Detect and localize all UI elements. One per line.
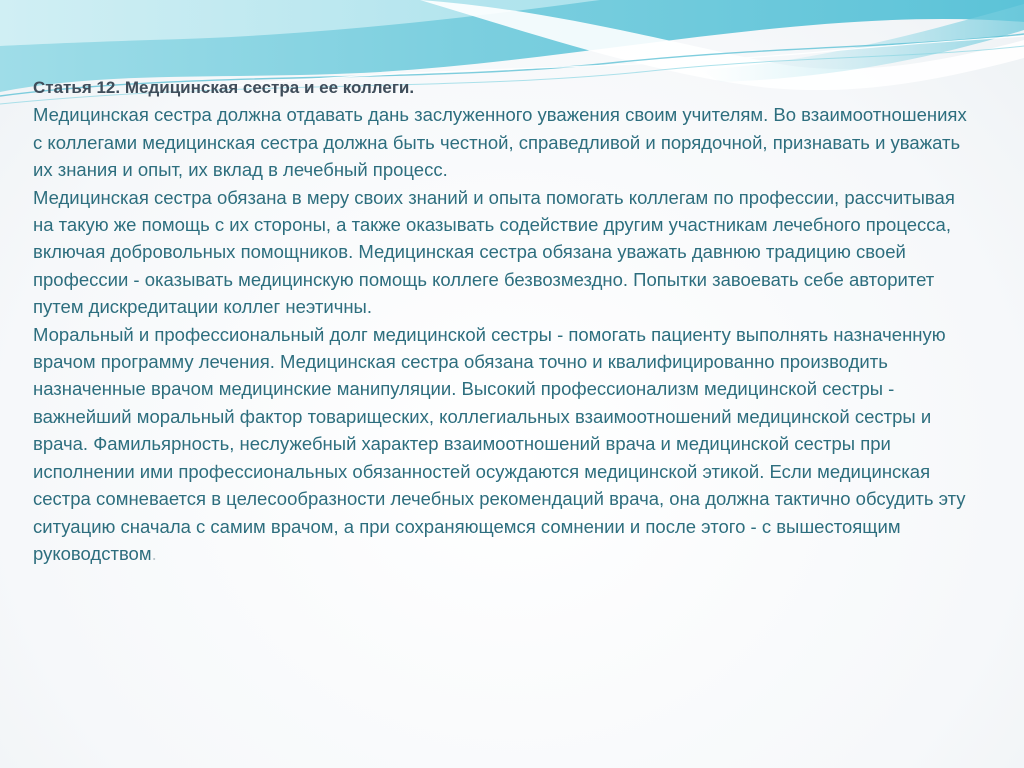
paragraph-3 — [33, 321, 973, 568]
paragraph-3-text: Моральный и профессиональный долг медицинской сестры - помогать пациенту выполнять назначенную врачом программу лечения. Медицинская сестра обязана точно и квалифицированно производить назначенные врачом медицинские манипуляции. Высокий профессионализм медицинской сестры - важнейший моральный фактор товарищеских, коллегиальных взаимоотношений медицинской сестры и врача. Фамильярность, неслужебный характер взаимоотношений врача и медицинской сестры при исполнении ими профессиональных обязанностей осуждаются медицинской этикой. Если медицинская сестра сомневается в целесообразности лечебных рекомендаций врача, она должна тактично обсудить эту ситуацию сначала с самим врачом, а при сохраняющемся сомнении и после этого - с вышестоящим руководством — [33, 323, 966, 564]
paragraph-2: Медицинская сестра обязана в меру своих знаний и опыта помогать коллегам по профессии, рассчитывая на такую же помощь с их стороны, а также оказывать содействие другим участникам лечебного процесса, включая добровольных помощников. Медицинская сестра обязана уважать давнюю традицию своей профессии - оказывать медицинскую помощь коллеге безвозмездно. Попытки завоевать себе авторитет путем дискредитации коллег неэтичны. — [33, 186, 955, 318]
article-heading: Статья 12. Медицинская сестра и ее коллеги. — [33, 78, 415, 97]
paragraph-1: Медицинская сестра должна отдавать дань заслуженного уважения своим учителям. Во взаимоотношениях с коллегами медицинская сестра должна быть честной, справедливой и порядочной, признавать и уважать их знания и опыт, их вклад в лечебный процесс. — [33, 104, 967, 181]
article-text — [33, 74, 973, 567]
paragraph-3-period: . — [151, 542, 157, 564]
